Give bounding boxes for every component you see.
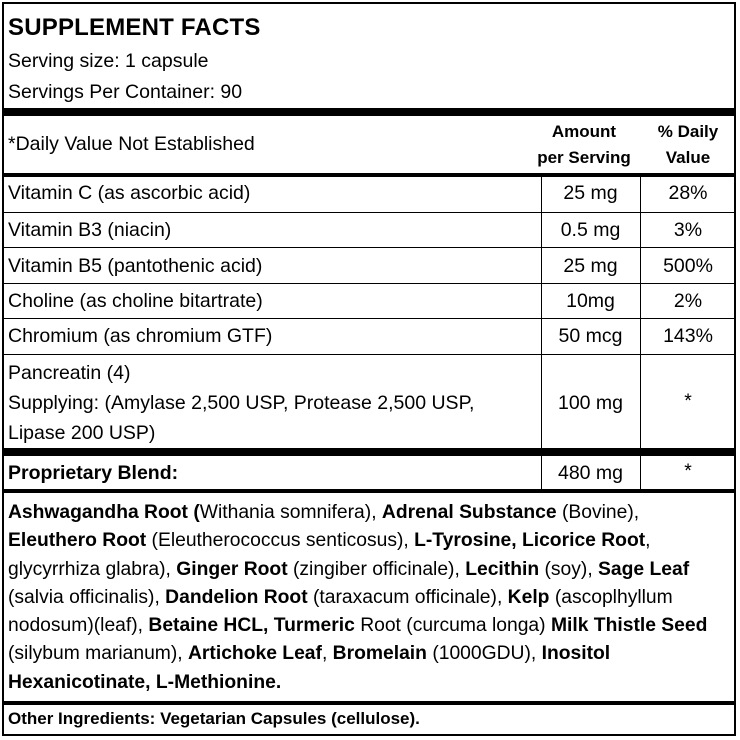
row-divider bbox=[4, 318, 734, 319]
row-divider bbox=[4, 212, 734, 213]
proprietary-blend-amount: 480 mg bbox=[557, 462, 624, 484]
nutrient-amount: 25 mg bbox=[563, 255, 618, 277]
ingredient-name: Ginger Root bbox=[176, 558, 293, 580]
ingredient-name: L-Tyrosine, Licorice Root bbox=[414, 530, 646, 552]
thick-divider-other bbox=[4, 701, 734, 705]
amount-header bbox=[524, 119, 644, 171]
daily-value-header-line2: Value bbox=[665, 148, 711, 167]
nutrient-name: Choline (as choline bitartrate) bbox=[8, 290, 263, 312]
nutrient-amount: 50 mcg bbox=[558, 325, 623, 347]
ingredient-name: Kelp bbox=[507, 586, 555, 608]
pancreatin-daily-value: * bbox=[684, 390, 692, 412]
ingredient-detail: Withania somnifera), bbox=[199, 502, 382, 523]
proprietary-blend-ingredients bbox=[8, 499, 732, 697]
ingredient-detail: (taraxacum officinale), bbox=[312, 586, 508, 608]
nutrient-daily-value: 28% bbox=[668, 182, 708, 204]
ingredient-name: Eleuthero Root bbox=[8, 530, 152, 552]
thick-divider-top bbox=[4, 108, 734, 116]
nutrient-daily-value: 2% bbox=[673, 290, 703, 312]
ingredient-detail: (ascoplhyllum nodosum)(leaf), bbox=[8, 586, 673, 637]
nutrient-name: Chromium (as chromium GTF) bbox=[8, 325, 273, 347]
ingredient-detail: (zingiber officinale), bbox=[293, 558, 466, 580]
row-divider bbox=[4, 354, 734, 355]
ingredient-detail: Root (curcuma longa) bbox=[360, 615, 551, 637]
nutrient-daily-value: 3% bbox=[673, 219, 703, 241]
thick-divider-header bbox=[4, 173, 734, 177]
nutrient-daily-value: 143% bbox=[663, 325, 713, 347]
nutrient-name: Vitamin B5 (pantothenic acid) bbox=[8, 255, 263, 277]
serving-size: Serving size: 1 capsule bbox=[8, 50, 209, 72]
amount-header-line1: Amount bbox=[551, 122, 617, 141]
ingredient-detail: , bbox=[321, 643, 333, 665]
ingredient-name: Betaine HCL, Turmeric bbox=[148, 615, 361, 637]
pancreatin-amount: 100 mg bbox=[557, 392, 624, 414]
nutrient-name: Vitamin B3 (niacin) bbox=[8, 219, 172, 241]
pancreatin-supplying: Supplying: (Amylase 2,500 USP, Protease 2,500 USP, bbox=[8, 392, 475, 414]
pancreatin-supplying-cont: Lipase 200 USP) bbox=[8, 422, 156, 444]
ingredient-detail: (silybum marianum), bbox=[8, 643, 188, 665]
nutrient-amount: 10mg bbox=[566, 290, 615, 312]
supplement-facts-panel bbox=[2, 2, 736, 736]
row-divider bbox=[4, 283, 734, 284]
servings-per-container: Servings Per Container: 90 bbox=[8, 81, 243, 103]
proprietary-blend-daily-value: * bbox=[684, 460, 692, 482]
ingredient-name: Adrenal Substance bbox=[381, 502, 562, 523]
ingredient-detail: (salvia officinalis), bbox=[8, 586, 166, 608]
pancreatin-name: Pancreatin (4) bbox=[8, 362, 131, 384]
ingredient-detail: (Eleutherococcus senticosus), bbox=[151, 530, 415, 552]
panel-title: SUPPLEMENT FACTS bbox=[8, 14, 261, 41]
ingredient-name: Lecithin bbox=[465, 558, 545, 580]
ingredient-name: Dandelion Root bbox=[165, 586, 313, 608]
ingredient-name: Milk Thistle Seed bbox=[550, 615, 708, 637]
daily-value-header bbox=[640, 119, 736, 171]
ingredient-detail: (soy), bbox=[544, 558, 599, 580]
amount-header-line2: per Serving bbox=[537, 148, 631, 167]
nutrient-amount: 25 mg bbox=[563, 182, 618, 204]
ingredient-name: Sage Leaf bbox=[598, 558, 690, 580]
other-ingredients: Other Ingredients: Vegetarian Capsules (cellulose). bbox=[8, 709, 420, 728]
ingredient-detail: , glycyrrhiza glabra), bbox=[8, 530, 651, 580]
daily-value-header-line1: % Daily bbox=[657, 122, 719, 141]
ingredient-detail: (1000GDU), bbox=[432, 643, 542, 665]
nutrient-amount: 0.5 mg bbox=[560, 219, 621, 241]
thick-divider-blend bbox=[4, 448, 734, 456]
ingredient-name: Ashwagandha Root ( bbox=[8, 502, 200, 523]
ingredient-name: Artichoke Leaf bbox=[188, 643, 322, 665]
ingredient-detail: (Bovine), bbox=[561, 502, 640, 523]
nutrient-daily-value: 500% bbox=[663, 255, 713, 277]
nutrient-name: Vitamin C (as ascorbic acid) bbox=[8, 182, 251, 204]
thick-divider-ingredients bbox=[4, 489, 734, 493]
ingredient-name: Inositol Hexanicotinate, L-Methionine. bbox=[8, 643, 611, 693]
proprietary-blend-label: Proprietary Blend: bbox=[8, 462, 179, 484]
row-divider bbox=[4, 247, 734, 248]
ingredient-name: Bromelain bbox=[332, 643, 433, 665]
daily-value-note: *Daily Value Not Established bbox=[8, 133, 255, 155]
